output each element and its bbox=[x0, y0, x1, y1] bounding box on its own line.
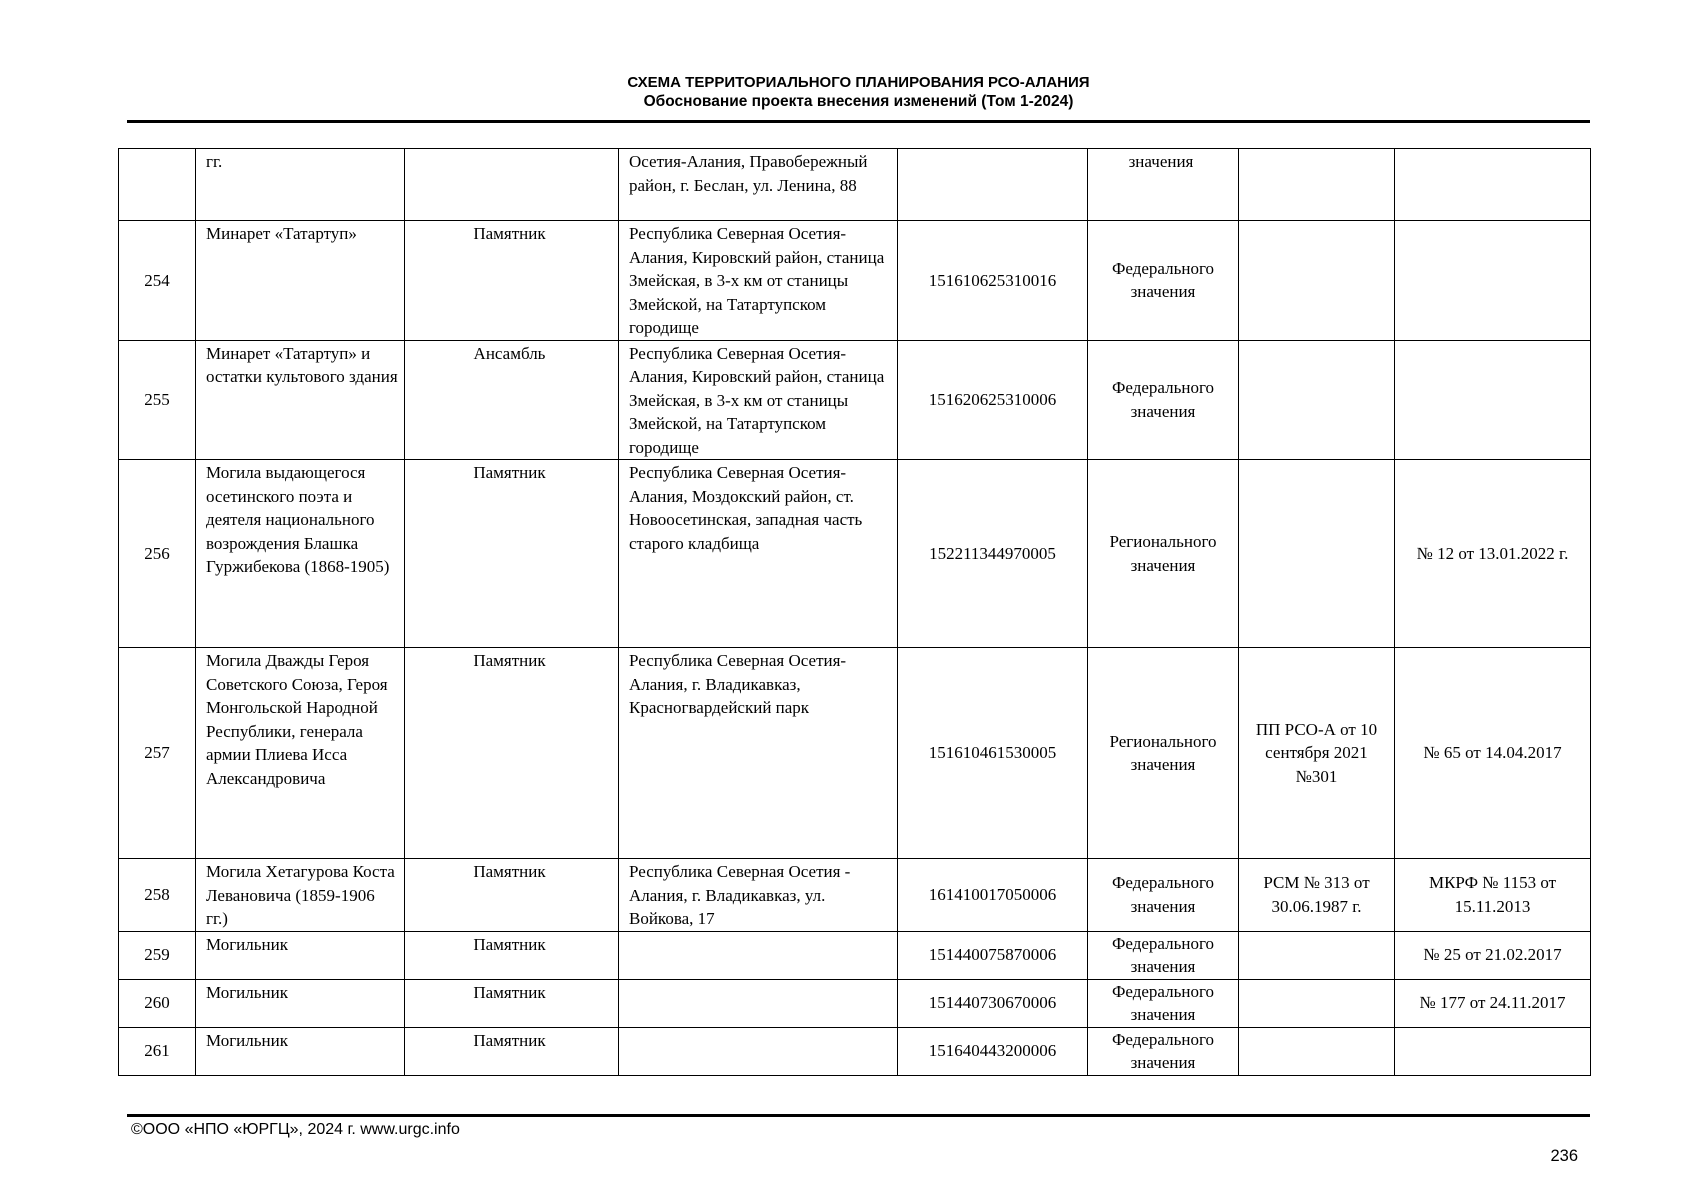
significance-category: Регионального значения bbox=[1088, 460, 1239, 648]
significance-category: значения bbox=[1088, 149, 1239, 221]
registry-number: 151440075870006 bbox=[898, 931, 1088, 979]
document-subtitle: Обоснование проекта внесения изменений (Том 1-2024) bbox=[643, 93, 1074, 110]
page-number: 236 bbox=[1550, 1147, 1578, 1165]
object-type: Памятник bbox=[405, 1027, 619, 1075]
row-number: 256 bbox=[119, 460, 196, 648]
object-type: Памятник bbox=[405, 859, 619, 932]
registry-document bbox=[1395, 1027, 1591, 1075]
registry-number: 152211344970005 bbox=[898, 460, 1088, 648]
row-number: 261 bbox=[119, 1027, 196, 1075]
table-row bbox=[119, 859, 1591, 932]
object-name: гг. bbox=[196, 149, 405, 221]
significance-category: Федерального значения bbox=[1088, 931, 1239, 979]
heritage-register-table bbox=[118, 148, 1591, 1076]
significance-category: Федерального значения bbox=[1088, 859, 1239, 932]
table-row bbox=[119, 221, 1591, 341]
object-name: Минарет «Татартуп» и остатки культового здания bbox=[196, 340, 405, 460]
row-number: 260 bbox=[119, 979, 196, 1027]
protection-act bbox=[1239, 460, 1395, 648]
registry-document bbox=[1395, 221, 1591, 341]
protection-act bbox=[1239, 340, 1395, 460]
object-type: Памятник bbox=[405, 979, 619, 1027]
table-row bbox=[119, 460, 1591, 648]
object-name: Могильник bbox=[196, 931, 405, 979]
registry-document: № 25 от 21.02.2017 bbox=[1395, 931, 1591, 979]
object-type: Памятник bbox=[405, 931, 619, 979]
significance-category: Федерального значения bbox=[1088, 1027, 1239, 1075]
object-address: Республика Северная Осетия-Алания, Кировский район, станица Змейская, в 3-х км от станицы Змейской, на Татартупском городище bbox=[619, 221, 898, 341]
protection-act bbox=[1239, 149, 1395, 221]
object-address: Республика Северная Осетия-Алания, Кировский район, станица Змейская, в 3-х км от станицы Змейской, на Татартупском городище bbox=[619, 340, 898, 460]
significance-category: Федерального значения bbox=[1088, 979, 1239, 1027]
registry-number: 151640443200006 bbox=[898, 1027, 1088, 1075]
registry-document: № 177 от 24.11.2017 bbox=[1395, 979, 1591, 1027]
object-type: Памятник bbox=[405, 460, 619, 648]
protection-act bbox=[1239, 931, 1395, 979]
registry-number: 161410017050006 bbox=[898, 859, 1088, 932]
object-address bbox=[619, 979, 898, 1027]
header-divider bbox=[127, 120, 1590, 123]
row-number: 257 bbox=[119, 648, 196, 859]
table-row bbox=[119, 648, 1591, 859]
object-type bbox=[405, 149, 619, 221]
row-number: 255 bbox=[119, 340, 196, 460]
table-row bbox=[119, 979, 1591, 1027]
significance-category: Регионального значения bbox=[1088, 648, 1239, 859]
object-name: Могильник bbox=[196, 1027, 405, 1075]
footer-divider bbox=[127, 1114, 1590, 1117]
row-number: 254 bbox=[119, 221, 196, 341]
protection-act bbox=[1239, 1027, 1395, 1075]
table-row bbox=[119, 149, 1591, 221]
protection-act: РСМ № 313 от 30.06.1987 г. bbox=[1239, 859, 1395, 932]
object-address: Республика Северная Осетия - Алания, г. Владикавказ, ул. Войкова, 17 bbox=[619, 859, 898, 932]
table-row bbox=[119, 340, 1591, 460]
object-address: Республика Северная Осетия-Алания, г. Владикавказ, Красногвардейский парк bbox=[619, 648, 898, 859]
protection-act bbox=[1239, 979, 1395, 1027]
row-number: 258 bbox=[119, 859, 196, 932]
object-name: Могильник bbox=[196, 979, 405, 1027]
document-title: СХЕМА ТЕРРИТОРИАЛЬНОГО ПЛАНИРОВАНИЯ РСО-АЛАНИЯ bbox=[627, 74, 1090, 91]
object-address: Республика Северная Осетия-Алания, Моздокский район, ст. Новоосетинская, западная часть старого кладбища bbox=[619, 460, 898, 648]
table-row bbox=[119, 931, 1591, 979]
object-address bbox=[619, 1027, 898, 1075]
copyright-notice: ©ООО «НПО «ЮРГЦ», 2024 г. www.urgc.info bbox=[131, 1121, 460, 1138]
registry-document: № 12 от 13.01.2022 г. bbox=[1395, 460, 1591, 648]
object-type: Памятник bbox=[405, 221, 619, 341]
row-number bbox=[119, 149, 196, 221]
object-name: Минарет «Татартуп» bbox=[196, 221, 405, 341]
table-row bbox=[119, 1027, 1591, 1075]
protection-act: ПП РСО-А от 10 сентября 2021 №301 bbox=[1239, 648, 1395, 859]
row-number: 259 bbox=[119, 931, 196, 979]
registry-number: 151610625310016 bbox=[898, 221, 1088, 341]
object-type: Ансамбль bbox=[405, 340, 619, 460]
object-address: Осетия-Алания, Правобережный район, г. Беслан, ул. Ленина, 88 bbox=[619, 149, 898, 221]
registry-document bbox=[1395, 340, 1591, 460]
protection-act bbox=[1239, 221, 1395, 341]
page-header bbox=[127, 73, 1590, 112]
object-name: Могила выдающегося осетинского поэта и деятеля национального возрождения Блашка Гуржибекова (1868-1905) bbox=[196, 460, 405, 648]
registry-document: № 65 от 14.04.2017 bbox=[1395, 648, 1591, 859]
registry-number: 151440730670006 bbox=[898, 979, 1088, 1027]
registry-document: МКРФ № 1153 от 15.11.2013 bbox=[1395, 859, 1591, 932]
registry-number: 151620625310006 bbox=[898, 340, 1088, 460]
object-name: Могила Дважды Героя Советского Союза, Героя Монгольской Народной Республики, генерала армии Плиева Исса Александровича bbox=[196, 648, 405, 859]
registry-document bbox=[1395, 149, 1591, 221]
significance-category: Федерального значения bbox=[1088, 340, 1239, 460]
object-name: Могила Хетагурова Коста Левановича (1859-1906 гг.) bbox=[196, 859, 405, 932]
registry-number: 151610461530005 bbox=[898, 648, 1088, 859]
significance-category: Федерального значения bbox=[1088, 221, 1239, 341]
registry-number bbox=[898, 149, 1088, 221]
object-type: Памятник bbox=[405, 648, 619, 859]
object-address bbox=[619, 931, 898, 979]
